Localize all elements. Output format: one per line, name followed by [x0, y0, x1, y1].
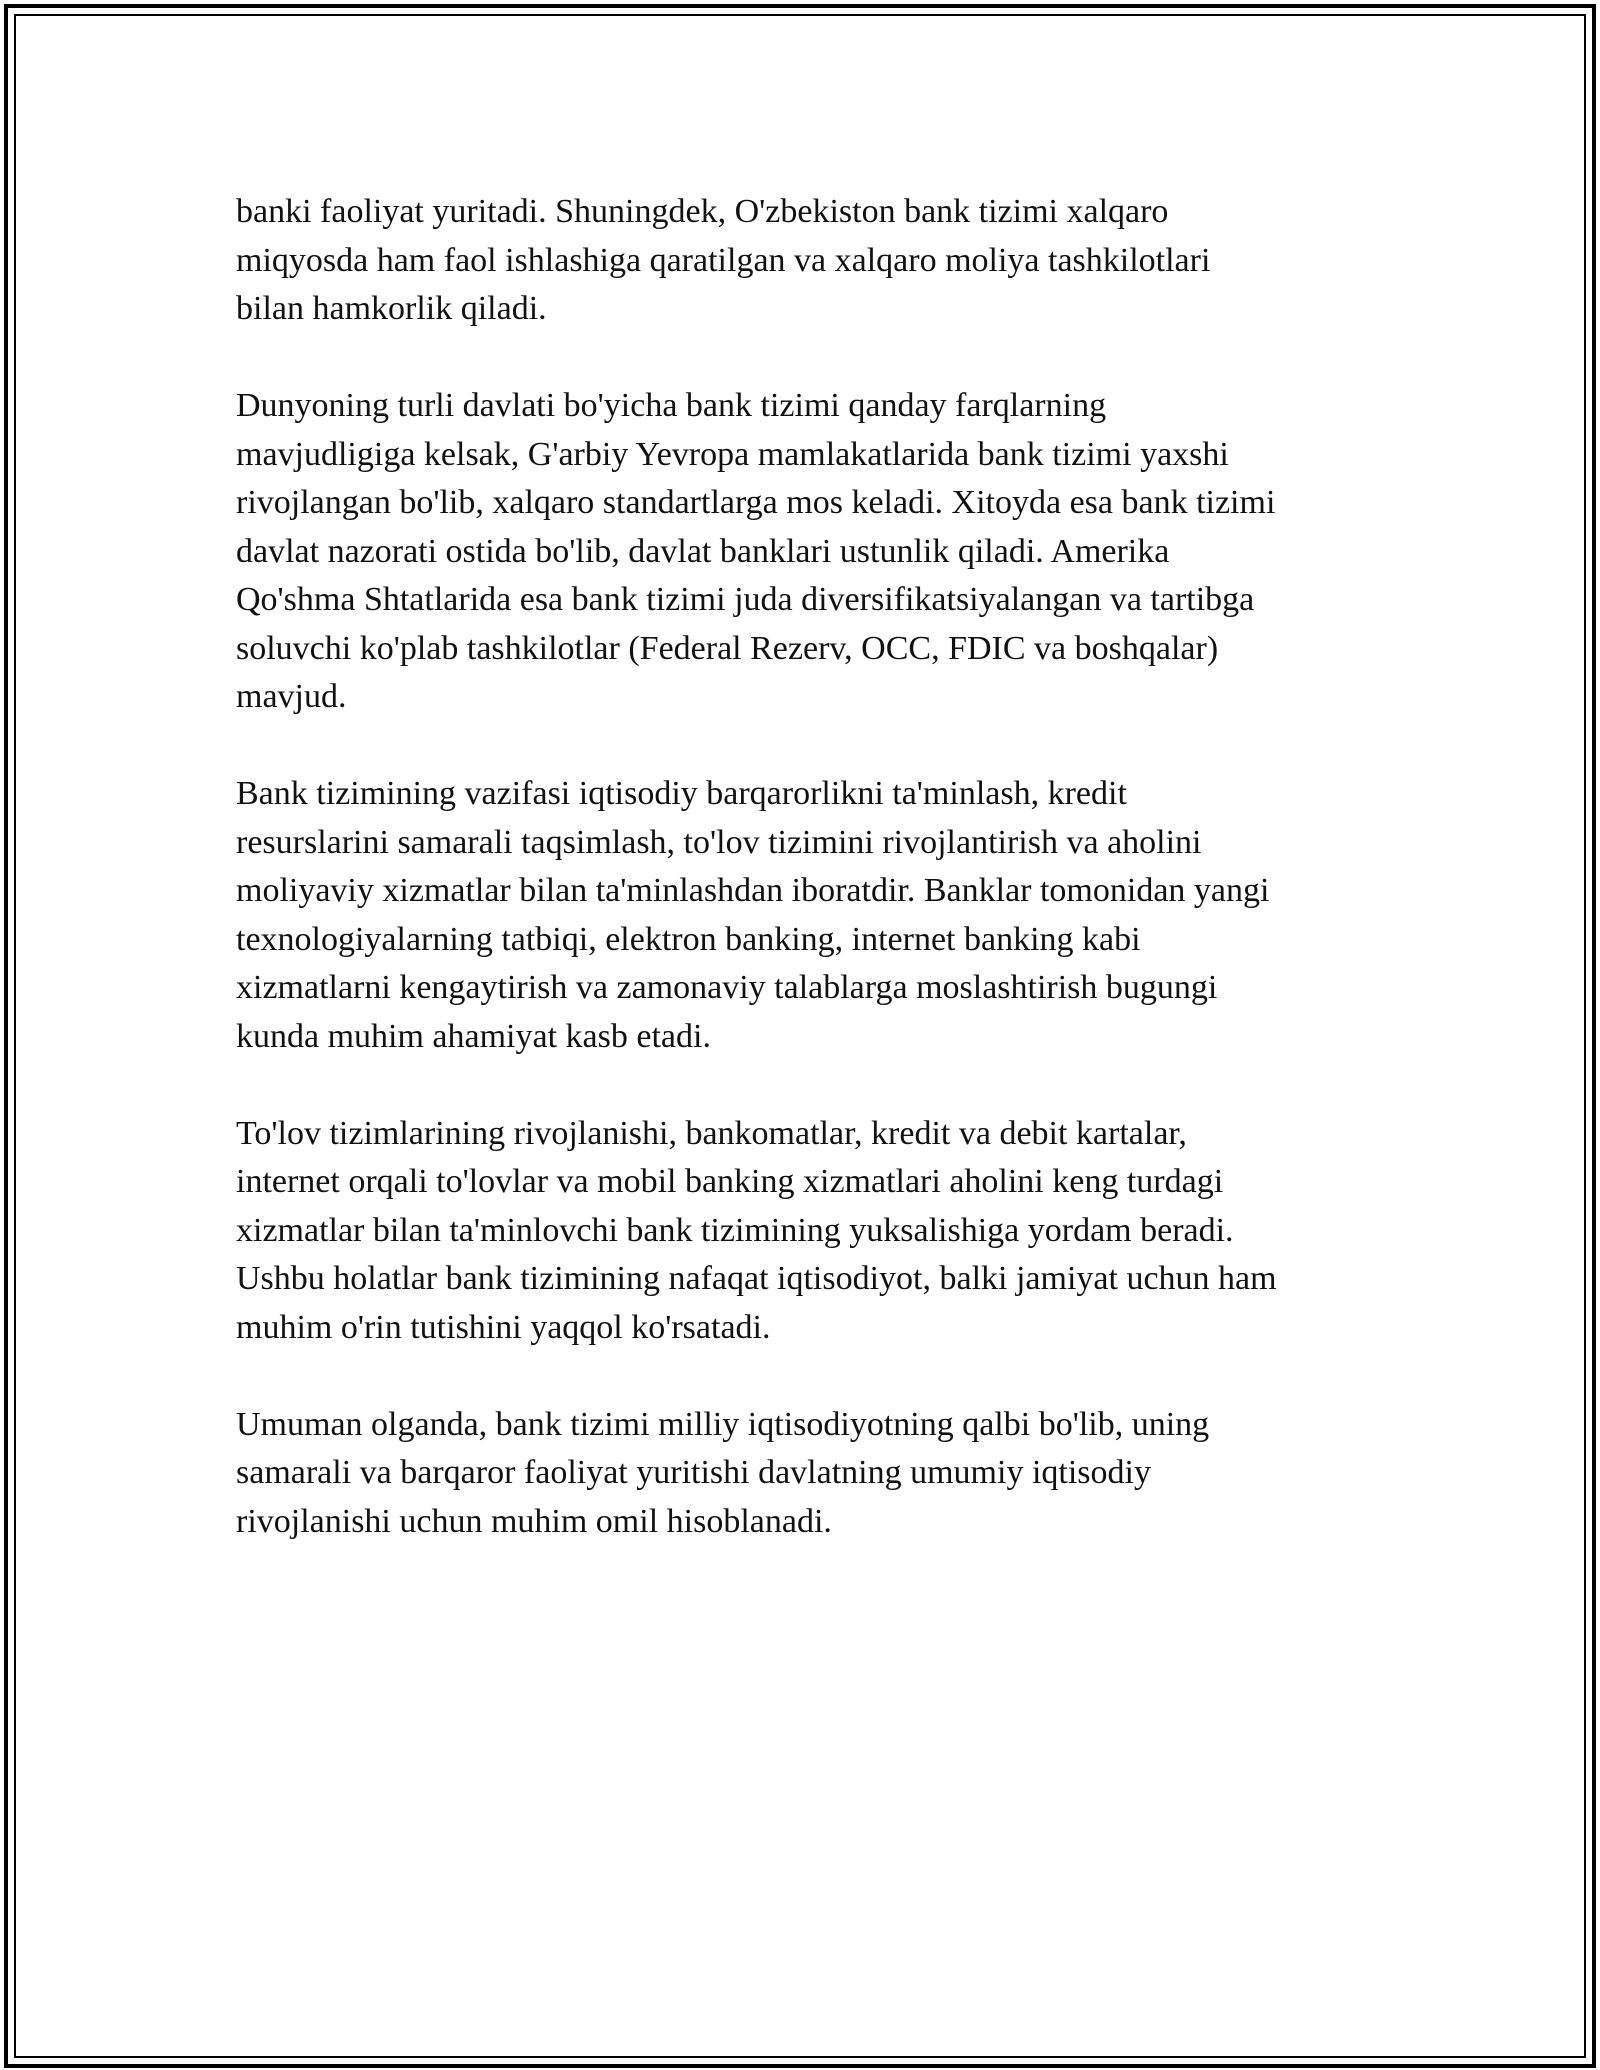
document-body [236, 188, 1396, 1595]
paragraph-1: banki faoliyat yuritadi. Shuningdek, O'zbekiston bank tizimi xalqaro miqyosda ham faol ishlashiga qaratilgan va xalqaro moliya tashkilotlari bilan hamkorlik qiladi. [236, 193, 1211, 327]
paragraph-5: Umuman olganda, bank tizimi milliy iqtisodiyotning qalbi bo'lib, uning samarali va barqaror faoliyat yuritishi davlatning umumiy iqtisodiy rivojlanishi uchun muhim omil hisoblanadi. [236, 1405, 1210, 1540]
paragraph-2: Dunyoning turli davlati bo'yicha bank tizimi qanday farqlarning mavjudligiga kelsak, G'arbiy Yevropa mamlakatlarida bank tizimi yaxshi rivojlangan bo'lib, xalqaro standartlarga mos keladi. Xitoyda esa bank tizimi davlat nazorati ostida bo'lib, davlat banklari ustunlik qiladi. Amerika Qo'shma Shtatlarida esa bank tizimi juda diversifikatsiyalangan va tartibga soluvchi ko'plab tashkilotlar (Federal Rezerv, OCC, FDIC va boshqalar) mavjud. [236, 387, 1276, 715]
paragraph-4: To'lov tizimlarining rivojlanishi, bankomatlar, kredit va debit kartalar, internet orqali to'lovlar va mobil banking xizmatlari aholini keng turdagi xizmatlar bilan ta'minlovchi bank tizimining yuksalishiga yordam beradi. Ushbu holatlar bank tizimining nafaqat iqtisodiyot, balki jamiyat uchun ham muhim o'rin tutishini yaqqol ko'rsatadi. [236, 1114, 1277, 1346]
paragraph-3: Bank tizimining vazifasi iqtisodiy barqarorlikni ta'minlash, kredit resurslarini samarali taqsimlash, to'lov tizimini rivojlantirish va aholini moliyaviy xizmatlar bilan ta'minlashdan iboratdir. Banklar tomonidan yangi texnologiyalarning tatbiqi, elektron banking, internet banking kabi xizmatlarni kengaytirish va zamonaviy talablarga moslashtirish bugungi kunda muhim ahamiyat kasb etadi. [236, 775, 1270, 1055]
